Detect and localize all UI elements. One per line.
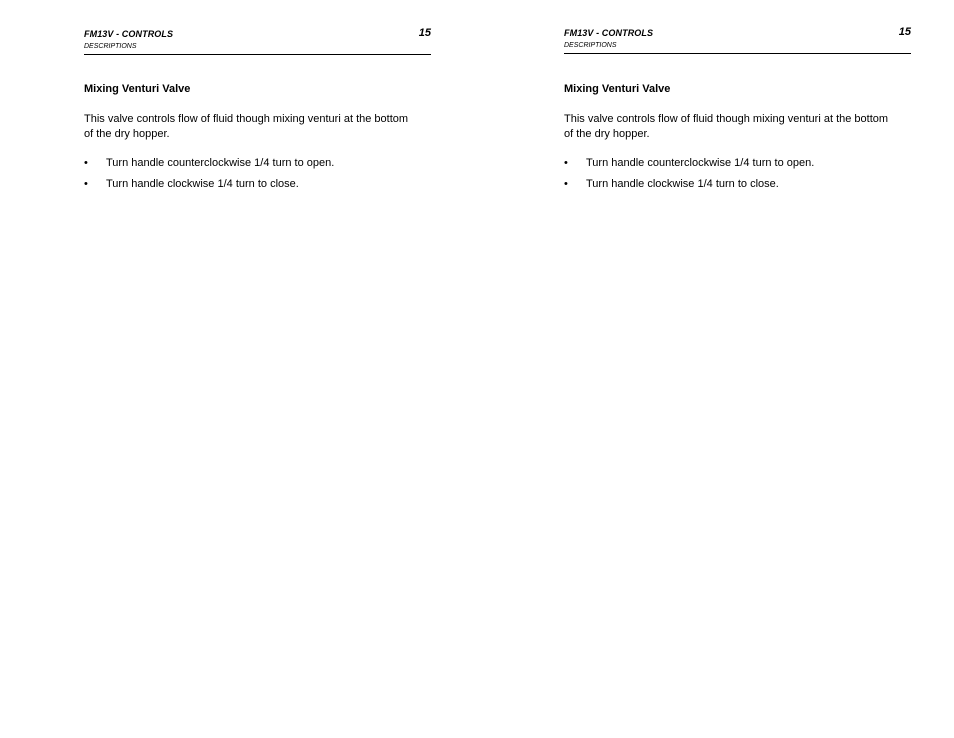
page-header <box>84 0 431 55</box>
section-title: Mixing Venturi Valve <box>564 83 671 95</box>
bullet-item <box>84 156 431 170</box>
document-title: FM13V - CONTROLS <box>84 29 174 39</box>
section-title: Mixing Venturi Valve <box>84 83 191 95</box>
bullet-marker: • <box>564 178 568 190</box>
document-subtitle: DESCRIPTIONS <box>564 42 617 49</box>
bullet-item <box>564 156 911 170</box>
document-title: FM13V - CONTROLS <box>564 28 654 38</box>
right-page <box>564 0 911 190</box>
bullet-marker: • <box>564 157 568 169</box>
bullet-text: Turn handle clockwise 1/4 turn to close. <box>106 178 299 190</box>
section-paragraph: This valve controls flow of fluid though mixing venturi at the bottom of the dry hopper. <box>564 113 889 140</box>
bullet-list <box>564 156 911 198</box>
bullet-item <box>84 177 431 191</box>
document-subtitle: DESCRIPTIONS <box>84 43 137 50</box>
bullet-item <box>564 177 911 191</box>
bullet-text: Turn handle counterclockwise 1/4 turn to open. <box>106 157 335 169</box>
bullet-text: Turn handle clockwise 1/4 turn to close. <box>586 178 779 190</box>
left-page <box>84 0 431 190</box>
page-number: 15 <box>418 27 431 39</box>
bullet-text: Turn handle counterclockwise 1/4 turn to open. <box>586 157 815 169</box>
page-number: 15 <box>898 26 911 38</box>
bullet-marker: • <box>84 178 88 190</box>
page-header <box>564 0 911 54</box>
bullet-marker: • <box>84 157 88 169</box>
bullet-list <box>84 156 431 198</box>
section-paragraph: This valve controls flow of fluid though mixing venturi at the bottom of the dry hopper. <box>84 113 409 140</box>
